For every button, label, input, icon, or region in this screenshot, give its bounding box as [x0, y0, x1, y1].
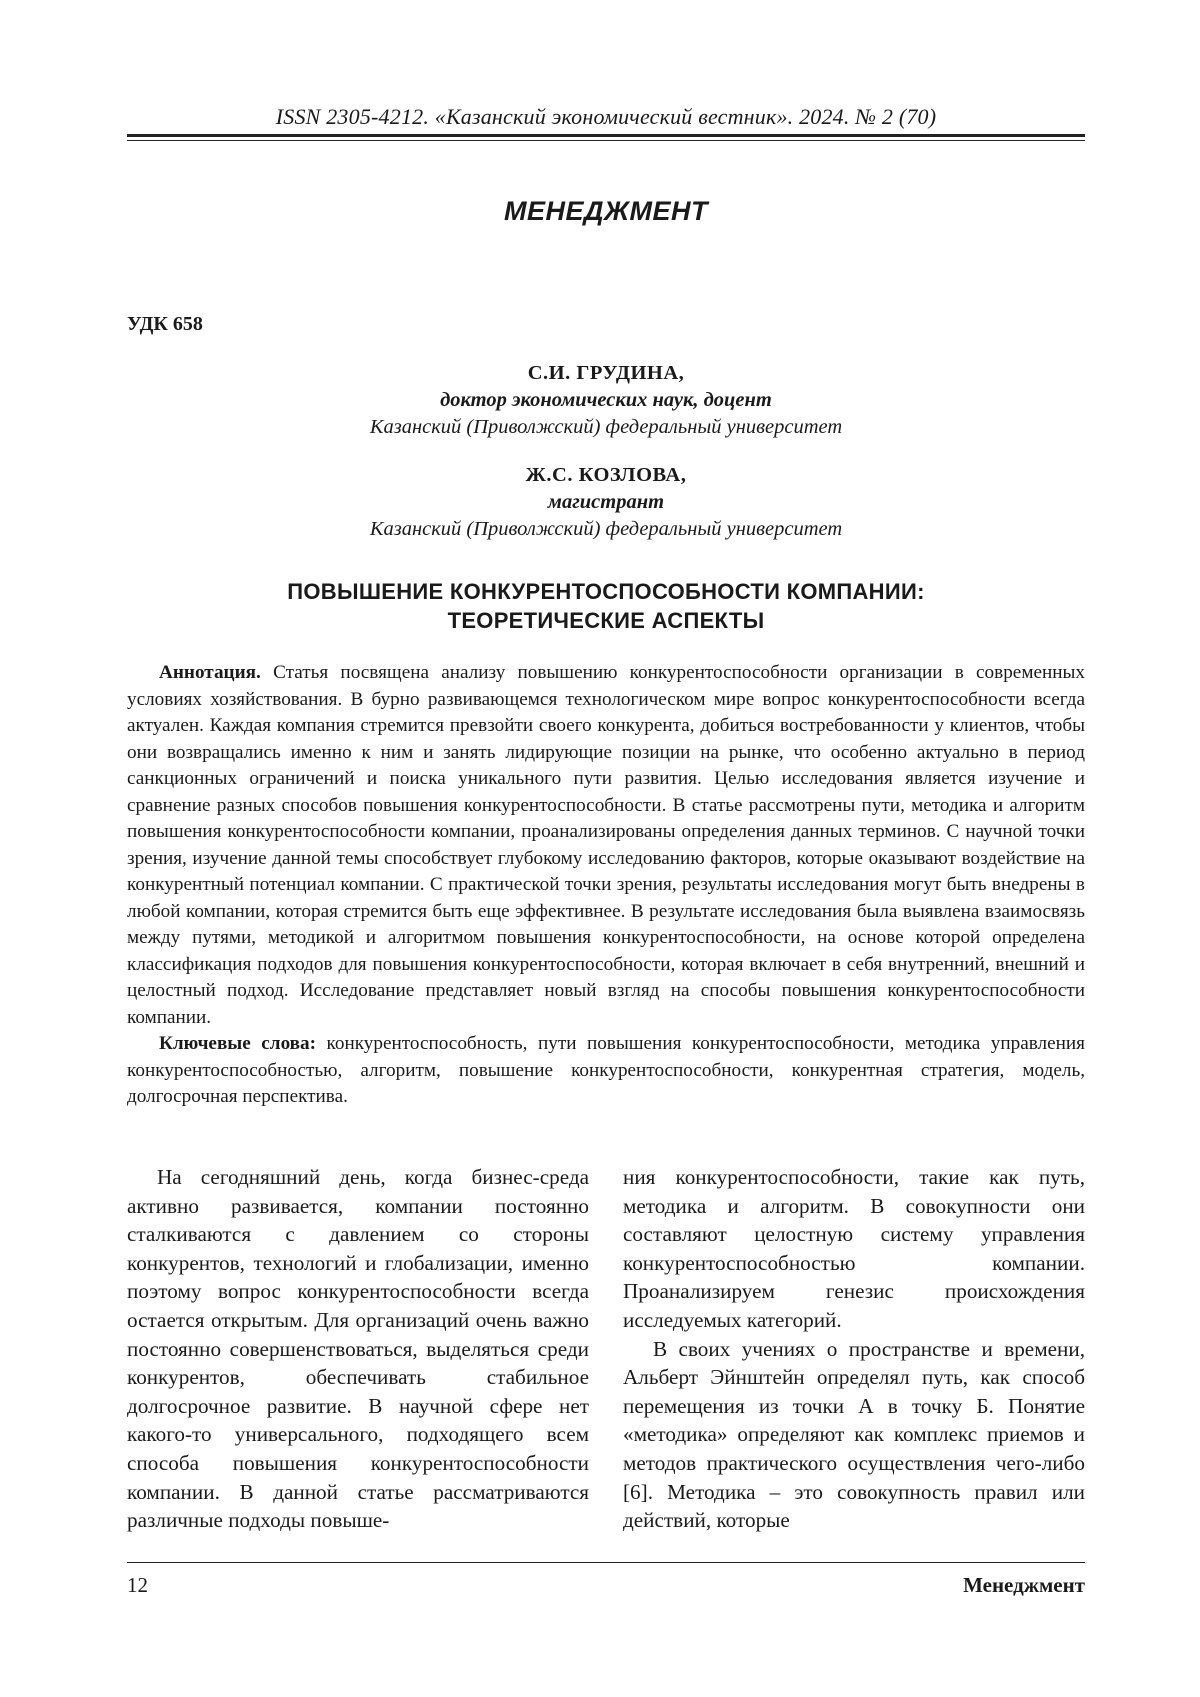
udk-code: УДК 658 — [127, 313, 203, 335]
article-title-line-2: ТЕОРЕТИЧЕСКИЕ АСПЕКТЫ — [447, 608, 765, 633]
keywords-label: Ключевые слова: — [159, 1033, 317, 1054]
page-number: 12 — [127, 1573, 148, 1597]
running-header: ISSN 2305-4212. «Казанский экономический вестник». 2024. № 2 (70) — [275, 104, 937, 129]
footer-section-name: Менеджмент — [963, 1573, 1085, 1597]
abstract-label: Аннотация. — [159, 662, 261, 683]
keywords-text: конкурентоспособность, пути повышения конкурентоспособности, методика управления конкурентоспособностью, алгоритм, повышение конкурентоспособности, конкурентная стратегия, модель, долгосрочная перспектива. — [127, 1033, 1085, 1107]
body-column-left — [127, 1163, 589, 1535]
section-title: МЕНЕДЖМЕНТ — [503, 196, 709, 226]
abstract-text: Статья посвящена анализу повышению конкурентоспособности организации в современных условиях хозяйствования. В бурно развивающемся технологическом мире вопрос конкурентоспособности всегда актуален. Каждая компания стремится превзойти своего конкурента, добиться востребованности у клиентов, чтобы они возвращались именно к ним и занять лидирующие позиции на рынке, что особенно актуально в период санкционных ограничений и поиска уникального пути развития. Целью исследования является изучение и сравнение разных способов повышения конкурентоспособности. В статье рассмотрены пути, методика и алгоритм повышения конкурентоспособности компании, проанализированы определения данных терминов. С научной точки зрения, изучение данной темы способствует глубокому исследованию факторов, которые оказывают воздействие на конкурентный потенциал компании. С практической точки зрения, результаты исследования могут быть внедрены в любой компании, которая стремится быть еще эффективнее. В результате исследования была выявлена взаимосвязь между путями, методикой и алгоритмом повышения конкурентоспособности, на основе которой определена классификация подходов для повышения конкурентоспособности, которая включает в себя внутренний, внешний и целостный подход. Исследование представляет новый взгляд на способы повышения конкурентоспособности компании. — [127, 662, 1086, 1028]
footer-rule — [127, 1562, 1085, 1563]
header-rule-thick — [127, 134, 1085, 137]
author-name: С.И. ГРУДИНА, — [527, 362, 685, 384]
author-degree: магистрант — [547, 491, 665, 513]
author-name: Ж.С. КОЗЛОВА, — [525, 464, 687, 486]
body-paragraph: На сегодняшний день, когда бизнес-среда активно развивается, компании постоянно сталкиваются с давлением со стороны конкурентов, технологий и глобализации, именно поэтому вопрос конкурентоспособности всегда остается открытым. Для организаций очень важно постоянно совершенствоваться, выделяться среди конкурентов, обеспечивать стабильное долгосрочное развитие. В научной сфере нет какого-то универсального, подходящего всем способа повышения конкурентоспособности компании. В данной статье рассматриваются различные подходы повыше- — [127, 1165, 589, 1533]
author-degree: доктор экономических наук, доцент — [440, 389, 772, 411]
author-affiliation: Казанский (Приволжский) федеральный университет — [369, 518, 843, 540]
keywords-paragraph — [127, 1031, 1085, 1111]
body-column-right — [623, 1163, 1085, 1535]
author-1 — [127, 360, 1085, 441]
body-paragraph: В своих учениях о пространстве и времени, Альберт Эйнштейн определял путь, как способ перемещения из точки А в точку Б. Понятие «методика» определяют как комплекс приемов и методов практического осуществления чего-либо [6]. Методика – это совокупность правил или действий, которые — [623, 1336, 1085, 1533]
header-rule-thin — [127, 140, 1085, 141]
author-affiliation: Казанский (Приволжский) федеральный университет — [369, 416, 843, 438]
author-2 — [127, 462, 1085, 543]
body-paragraph-continued: ния конкурентоспособности, такие как путь, методика и алгоритм. В совокупности они составляют целостную систему управления конкурентоспособностью компании. Проанализируем генезис происхождения исследуемых категорий. — [623, 1165, 1085, 1332]
abstract-block — [127, 660, 1085, 1111]
authors-block — [127, 360, 1085, 564]
article-title — [127, 577, 1085, 635]
abstract-paragraph — [127, 660, 1085, 1031]
body-columns — [127, 1163, 1085, 1535]
article-title-line-1: ПОВЫШЕНИЕ КОНКУРЕНТОСПОСОБНОСТИ КОМПАНИИ: — [287, 579, 925, 604]
